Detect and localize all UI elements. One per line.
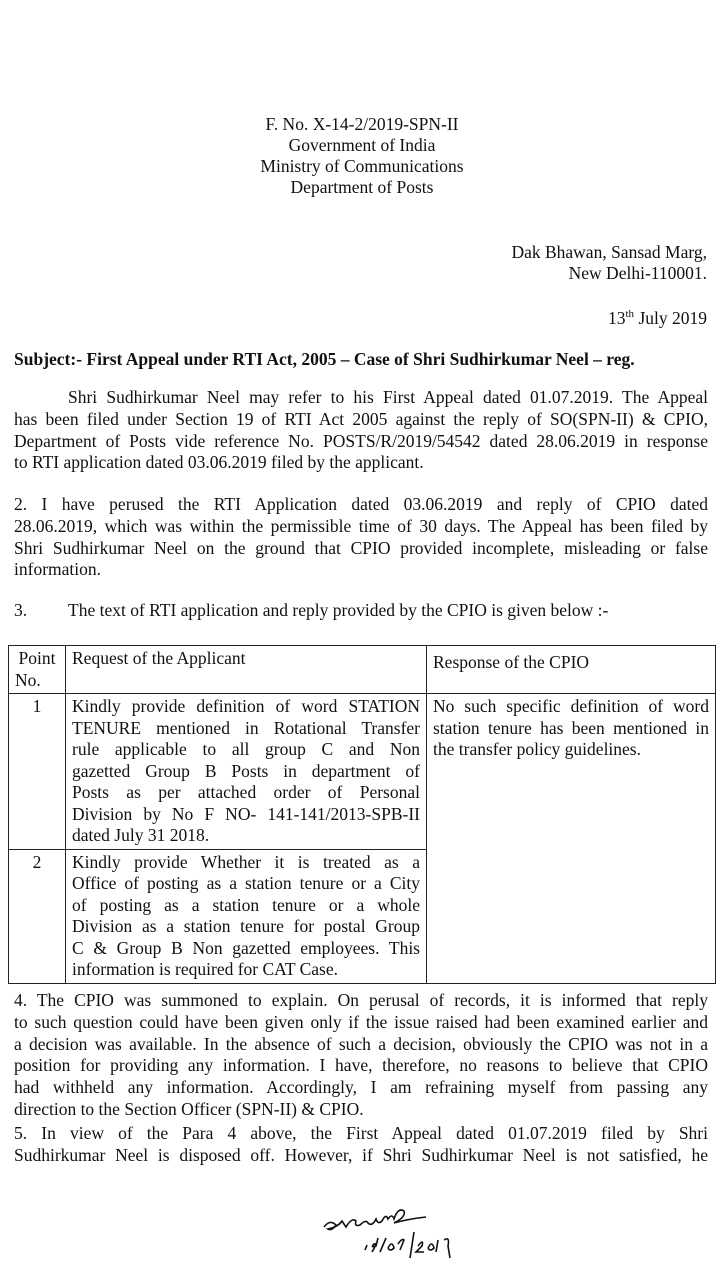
ministry-line: Ministry of Communications — [260, 156, 464, 176]
header-point-no: Point No. — [9, 646, 66, 694]
para2-line: Shri Sudhirkumar Neel on the ground that CPIO provided incomplete, misleading or false — [14, 537, 708, 558]
request-cell: Kindly provide Whether it is treated as a Office of posting as a station tenure or a City of posting as a station tenure or a whole Division as a station tenure for postal Group C & Group B Non gazetted employees. This information is required for CAT Case. — [66, 849, 427, 983]
point-number: 2 — [9, 849, 66, 983]
para5-line: 5. In view of the Para 4 above, the First Appeal dated 01.07.2019 filed by Shri — [14, 1123, 708, 1143]
paragraph-2 — [14, 494, 708, 581]
table-header-row — [9, 646, 716, 694]
address-line-1: Dak Bhawan, Sansad Marg, — [511, 242, 707, 262]
para1-line: to RTI application dated 03.06.2019 filed by the applicant. — [14, 452, 424, 473]
para2-line: 28.06.2019, which was within the permissible time of 30 days. The Appeal has been filed by — [14, 515, 708, 536]
header-request: Request of the Applicant — [66, 646, 427, 694]
response-cell: No such specific definition of word station tenure has been mentioned in the transfer policy guidelines. — [427, 694, 716, 984]
table-row — [9, 694, 716, 850]
point-number: 1 — [9, 694, 66, 850]
address-line-2: New Delhi-110001. — [568, 263, 707, 283]
para1-line: Department of Posts vide reference No. POSTS/R/2019/54542 dated 28.06.2019 in response — [14, 430, 708, 451]
para2-line: 2. I have perused the RTI Application dated 03.06.2019 and reply of CPIO dated — [14, 494, 708, 514]
para1-line: has been filed under Section 19 of RTI Act 2005 against the reply of SO(SPN-II) & CPIO, — [14, 408, 708, 429]
para2-line: information. — [14, 559, 101, 580]
subject-line: Subject:- First Appeal under RTI Act, 2005 – Case of Shri Sudhirkumar Neel – reg. — [14, 349, 635, 369]
letter-date: 13th July 2019 — [608, 308, 707, 328]
request-cell: Kindly provide definition of word STATION TENURE mentioned in Rotational Transfer rule applicable to all group C and Non gazetted Group B Posts in department of Posts as per attached order of Personal Division by No F NO- 141-141/2013-SPB-II dated July 31 2018. — [66, 694, 427, 850]
paragraph-3-number: 3. — [14, 600, 28, 620]
paragraph-5 — [14, 1123, 708, 1167]
para4-line: position for providing any information. I have, therefore, no reasons to believe that CPIO — [14, 1055, 708, 1076]
department-line: Department of Posts — [290, 177, 434, 197]
paragraph-3-text: The text of RTI application and reply provided by the CPIO is given below :- — [68, 600, 609, 620]
para1-line: Shri Sudhirkumar Neel may refer to his First Appeal dated 01.07.2019. The Appeal — [68, 387, 708, 407]
rti-table — [8, 645, 716, 984]
para4-line: had withheld any information. Accordingly, I am refraining myself from passing any — [14, 1077, 708, 1098]
para5-line: Sudhirkumar Neel is disposed off. However, if Shri Sudhirkumar Neel is not satisfied, he — [14, 1144, 708, 1165]
file-number: F. No. X-14-2/2019-SPN-II — [265, 114, 459, 134]
para4-line: 4. The CPIO was summoned to explain. On perusal of records, it is informed that reply — [14, 990, 708, 1010]
para4-line: a decision was available. In the absence of such a decision, obviously the CPIO was not in a — [14, 1033, 708, 1054]
government-line: Government of India — [288, 135, 436, 155]
handwritten-signature — [320, 1200, 520, 1260]
paragraph-1 — [14, 387, 708, 474]
header-response: Response of the CPIO — [427, 646, 716, 694]
para4-line: direction to the Section Officer (SPN-II) & CPIO. — [14, 1098, 364, 1119]
paragraph-4 — [14, 990, 708, 1121]
para4-line: to such question could have been given only if the issue raised had been examined earlier and — [14, 1011, 708, 1032]
